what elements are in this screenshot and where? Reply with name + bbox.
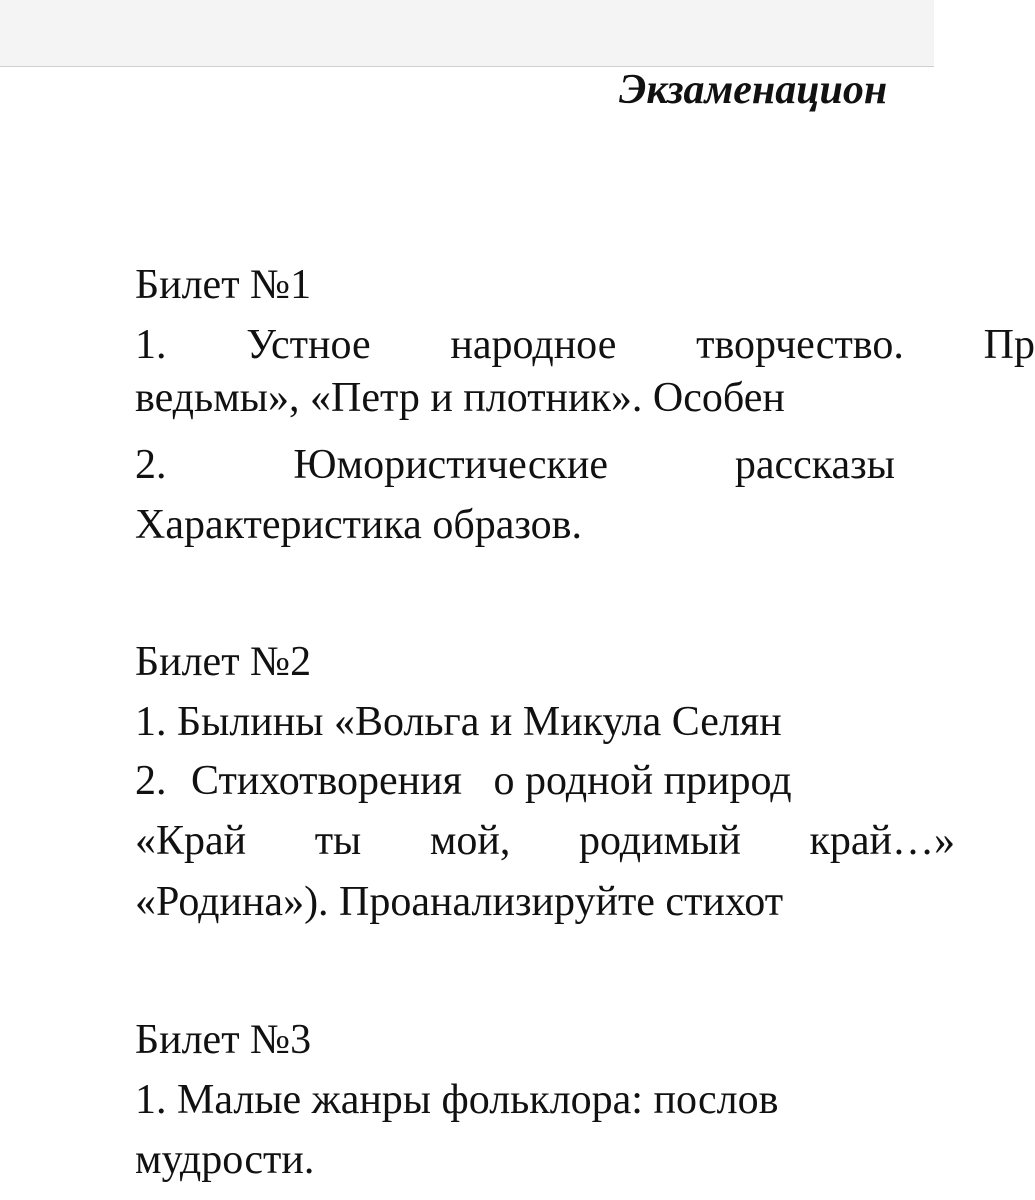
ticket-heading: Билет №1 [135,262,312,308]
ticket-line [135,320,1035,370]
word: народное [450,322,617,368]
word: о родной природ [493,758,792,804]
ticket-line [135,816,955,866]
ticket-heading: Билет №3 [135,1017,312,1063]
word: 2. Стихотворения [135,758,462,804]
ticket-line: 1. Былины «Вольга и Микула Селян [135,699,782,745]
word: Юмористические [293,442,608,488]
word: край…» [809,818,955,864]
ticket-line: «Родина»). Проанализируйте стихот [135,879,784,925]
word: 1. [135,322,167,368]
word: «Край [135,818,247,864]
word: мой, [429,818,511,864]
word: рассказы [734,442,895,488]
ticket-line: ведьмы», «Петр и плотник». Особен [135,375,785,421]
word: Пр [983,322,1035,368]
document-title: Экзаменацион [619,67,888,113]
word: Устное [246,322,371,368]
ticket-line: мудрости. [135,1137,315,1183]
ticket-line [135,756,792,806]
ticket-line [135,440,895,490]
ticket-line: Характеристика образов. [135,502,583,548]
ticket-line: 1. Малые жанры фольклора: послов [135,1077,779,1123]
word: 2. [135,442,167,488]
viewer-toolbar [0,0,934,67]
word: ты [314,818,362,864]
word: родимый [578,818,741,864]
word: творчество. [696,322,904,368]
document-page [0,67,1035,1200]
ticket-heading: Билет №2 [135,639,312,685]
